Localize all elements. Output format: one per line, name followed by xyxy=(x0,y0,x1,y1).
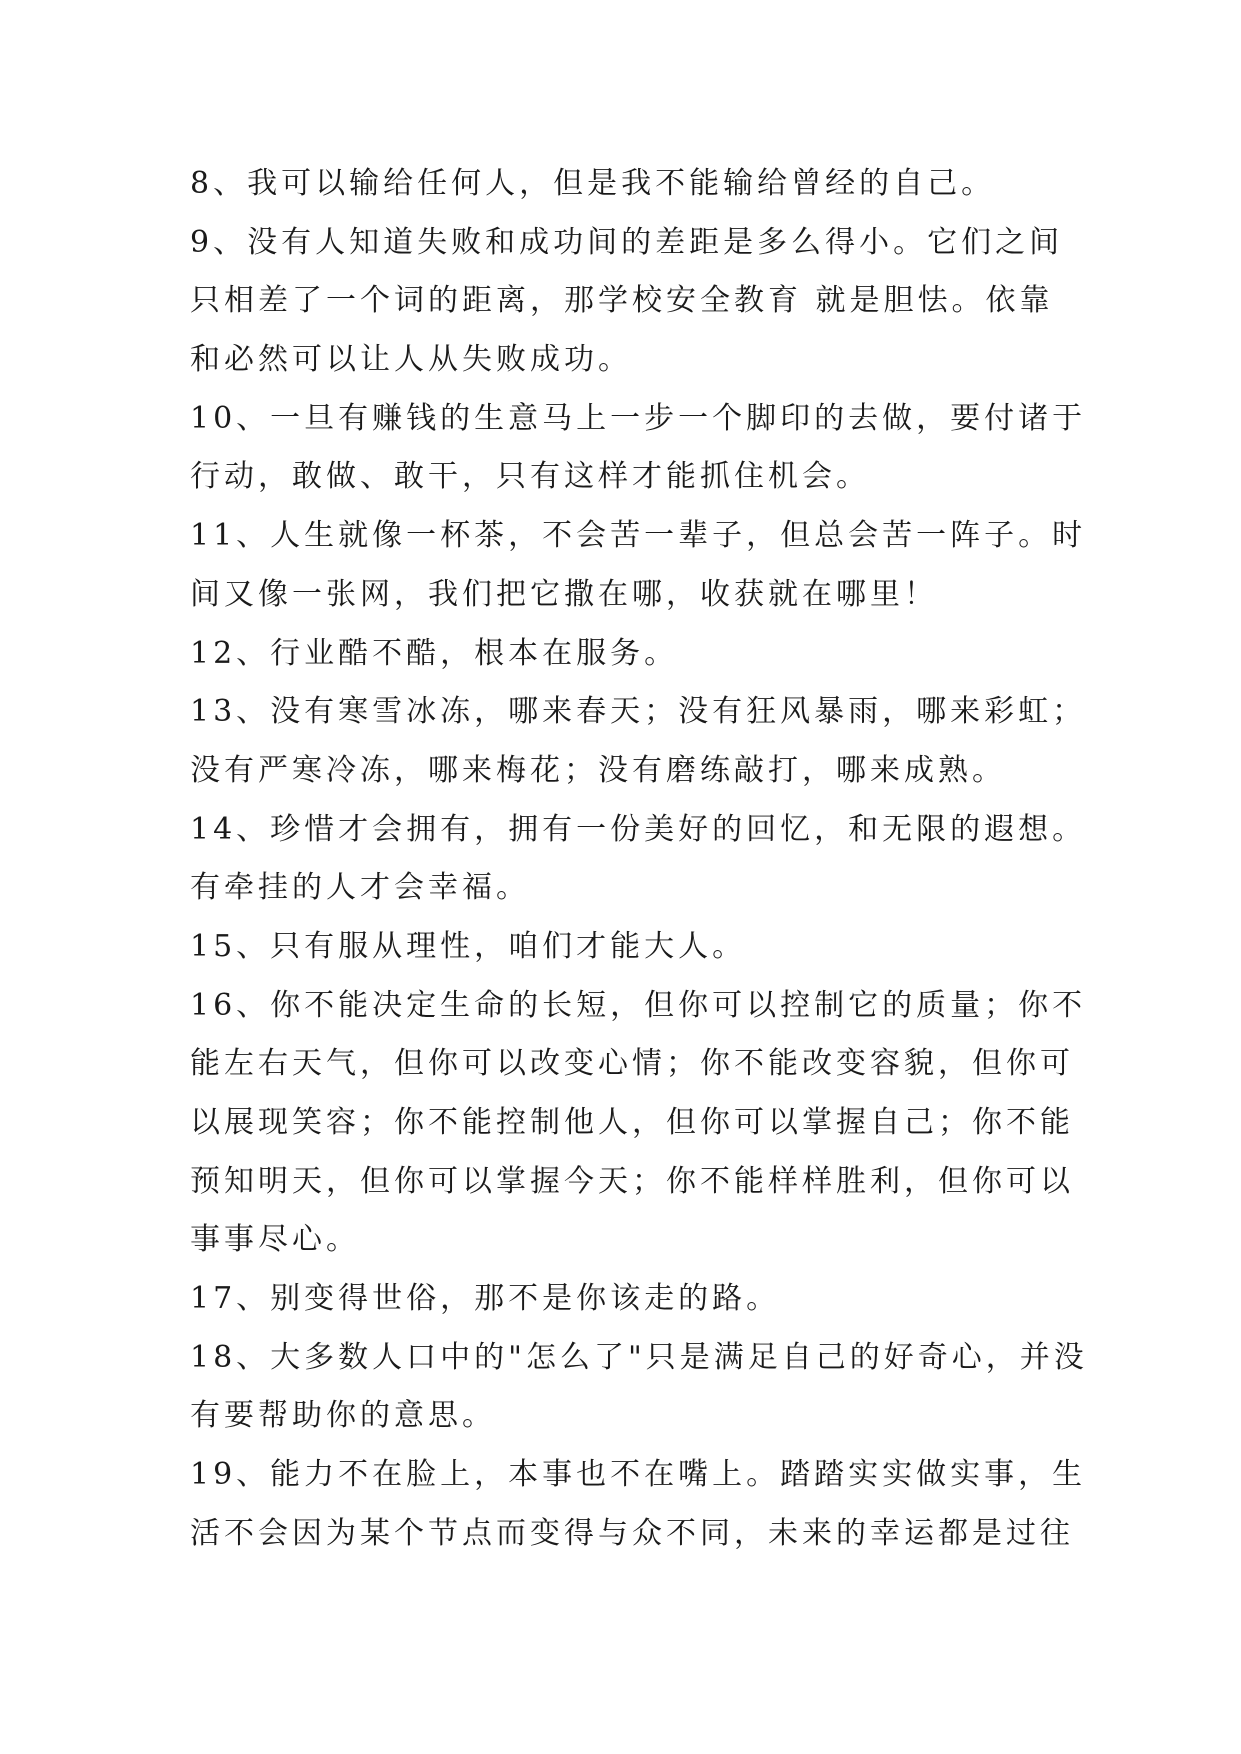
text-line: 9、没有人知道失败和成功间的差距是多么得小。它们之间 xyxy=(190,224,1064,260)
text-line: 有牵挂的人才会幸福。 xyxy=(190,870,530,906)
text-line: 能左右天气，但你可以改变心情；你不能改变容貌，但你可 xyxy=(190,1046,1074,1082)
text-line: 和必然可以让人从失败成功。 xyxy=(190,342,632,378)
text-line: 14、珍惜才会拥有，拥有一份美好的回忆，和无限的遐想。 xyxy=(190,811,1087,847)
text-line: 15、只有服从理性，咱们才能大人。 xyxy=(190,928,747,964)
text-line: 10、一旦有赚钱的生意马上一步一个脚印的去做，要付诸于 xyxy=(190,400,1087,436)
text-line: 8、我可以输给任何人，但是我不能输给曾经的自己。 xyxy=(190,166,996,201)
text-line: 事事尽心。 xyxy=(190,1222,360,1258)
text-line: 19、能力不在脸上，本事也不在嘴上。踏踏实实做实事，生 xyxy=(190,1457,1087,1493)
text-line: 预知明天，但你可以掌握今天；你不能样样胜利，但你可以 xyxy=(190,1163,1074,1199)
text-line: 间又像一张网，我们把它撒在哪，收获就在哪里！ xyxy=(190,576,938,612)
text-line: 11、人生就像一杯茶，不会苦一辈子，但总会苦一阵子。时 xyxy=(190,518,1087,554)
text-line: 以展现笑容；你不能控制他人，但你可以掌握自己；你不能 xyxy=(190,1105,1074,1140)
text-line: 12、行业酷不酷，根本在服务。 xyxy=(190,635,679,671)
text-line: 只相差了一个词的距离，那学校安全教育 就是胆怯。依靠 xyxy=(190,283,1054,319)
text-line: 17、别变得世俗，那不是你该走的路。 xyxy=(190,1281,781,1317)
text-line: 16、你不能决定生命的长短，但你可以控制它的质量；你不 xyxy=(190,987,1087,1023)
quote-text-block xyxy=(190,155,1090,1564)
text-line: 13、没有寒雪冰冻，哪来春天；没有狂风暴雨，哪来彩虹； xyxy=(190,694,1087,730)
text-line: 没有严寒冷冻，哪来梅花；没有磨练敲打，哪来成熟。 xyxy=(190,752,1006,788)
text-line: 活不会因为某个节点而变得与众不同，未来的幸运都是过往 xyxy=(190,1515,1074,1551)
text-line: 18、大多数人口中的"怎么了"只是满足自己的好奇心，并没 xyxy=(190,1339,1088,1375)
text-line: 行动，敢做、敢干，只有这样才能抓住机会。 xyxy=(190,459,870,495)
text-line: 有要帮助你的意思。 xyxy=(190,1398,496,1434)
